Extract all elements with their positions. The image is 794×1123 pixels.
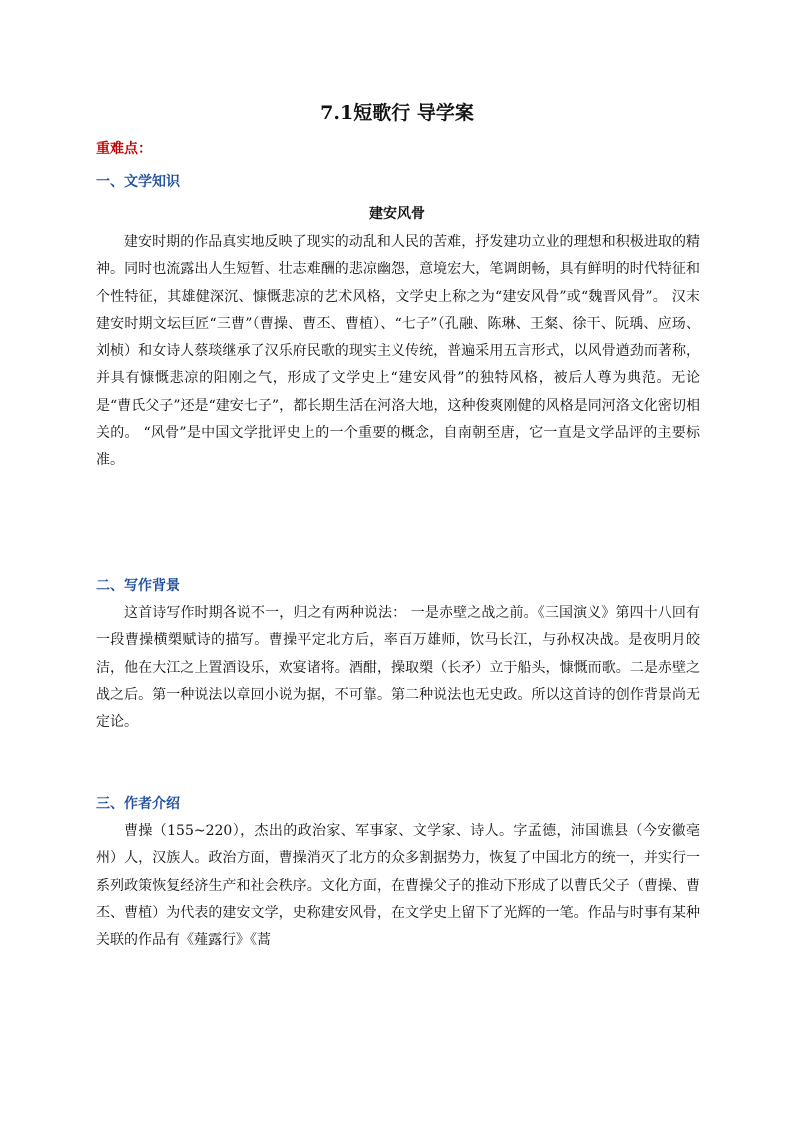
paragraph-author-intro: 曹操（155~220），杰出的政治家、军事家、文学家、诗人。字孟德，沛国谯县（今安徽亳州）人，汉族人。政治方面，曹操消灭了北方的众多割据势力，恢复了中国北方的统一，并实行一系列政策恢复经济生产和社会秩序。文化方面，在曹操父子的推动下形成了以曹氏父子（曹操、曹丕、曹植）为代表的建安文学，史称建安风骨，在文学史上留下了光辉的一笔。作品与时事有某种关联的作品有《薤露行》《蒿 — [96, 823, 700, 949]
page-title: 7.1短歌行 导学案 — [320, 102, 474, 124]
section-subtitle-jian-an-fenggu: 建安风骨 — [369, 206, 425, 222]
section-heading-literary-knowledge: 一、文学知识 — [96, 174, 180, 190]
paragraph-writing-background: 这首诗写作时期各说不一，归之有两种说法： 一是赤壁之战之前。《三国演义》第四十八回有一段曹操横槊赋诗的描写。曹操平定北方后，率百万雄师，饮马长江，与孙权决战。是夜明月皎洁，他在大江之上置酒设乐，欢宴诸将。酒酣，操取槊（长矛）立于船头，慷慨而歌。二是赤壁之战之后。第一种说法以章回小说为据，不可靠。第二种说法也无史政。所以这首诗的创作背景尚无定论。 — [96, 605, 700, 731]
section-heading-author-intro: 三、作者介绍 — [96, 796, 180, 812]
section-heading-writing-background: 二、写作背景 — [96, 578, 180, 594]
paragraph-literary-knowledge: 建安时期的作品真实地反映了现实的动乱和人民的苦难，抒发建功立业的理想和积极进取的精神。同时也流露出人生短暂、壮志难酬的悲凉幽怨，意境宏大，笔调朗畅，具有鲜明的时代特征和个性特征，其雄健深沉、慷慨悲凉的艺术风格，文学史上称之为“建安风骨”或“魏晋风骨”。 汉末建安时期文坛巨匠“三曹”（曹操、曹丕、曹植）、“七子”（孔融、陈琳、王粲、徐干、阮瑀、应玚、刘桢）和女诗人蔡琰继承了汉乐府民歌的现实主义传统，普遍采用五言形式，以风骨遒劲而著称，并具有慷慨悲凉的阳刚之气，形成了文学史上“建安风骨”的独特风格，被后人尊为典范。无论是“曹氏父子”还是“建安七子”，都长期生活在河洛大地，这种俊爽刚健的风格是同河洛文化密切相关的。 “风骨”是中国文学批评史上的一个重要的概念，自南朝至唐，它一直是文学品评的主要标准。 — [96, 234, 700, 469]
key-points-label: 重难点： — [96, 141, 152, 157]
